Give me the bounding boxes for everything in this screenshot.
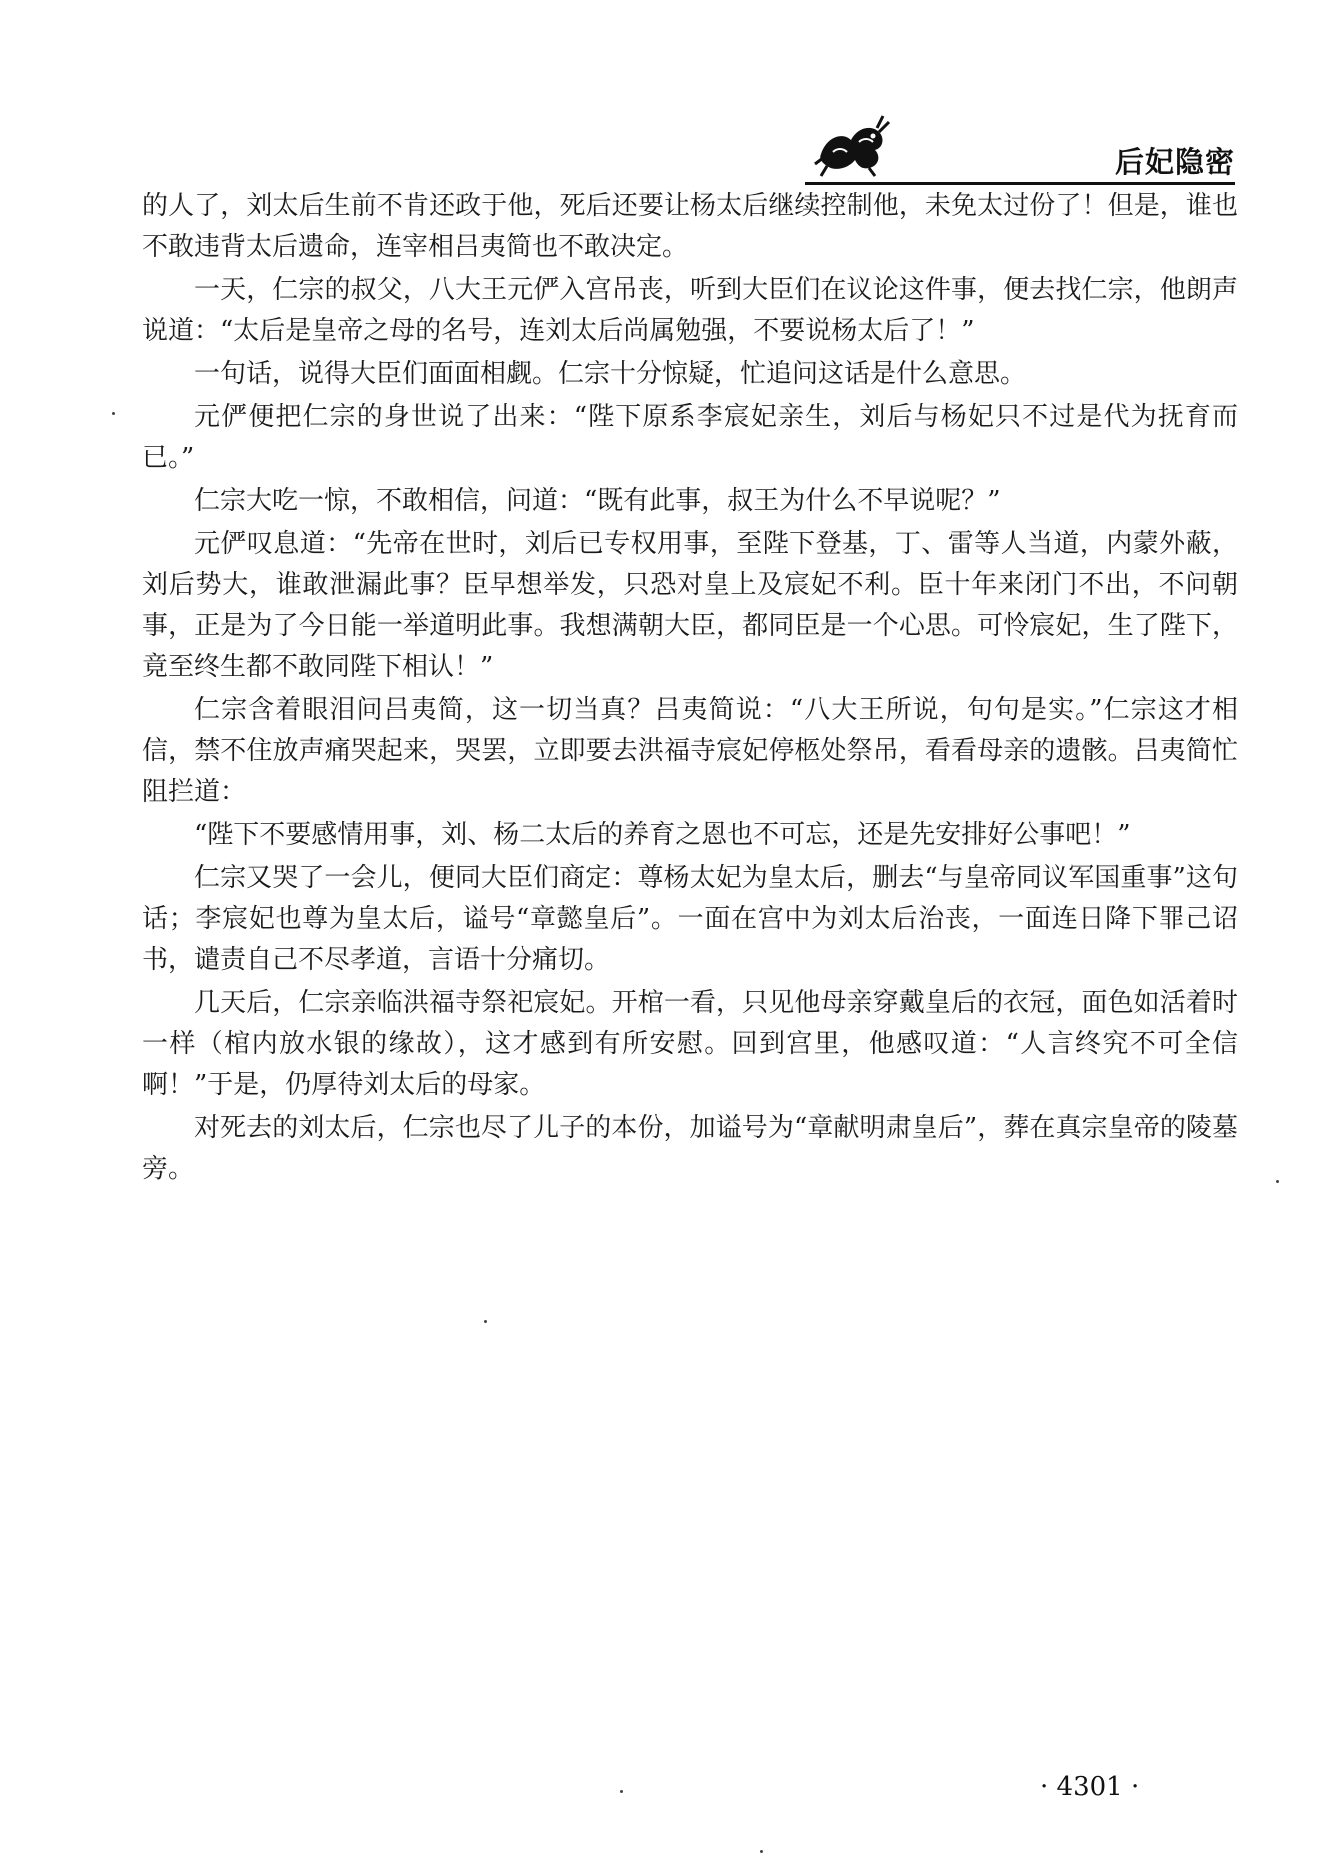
paragraph: 仁宗含着眼泪问吕夷简，这一切当真？吕夷简说：“八大王所说，句句是实。”仁宗这才相信，禁不住放声痛哭起来，哭罢，立即要去洪福寺宸妃停柩处祭吊，看看母亲的遗骸。吕夷简忙阻拦道： bbox=[142, 695, 1238, 807]
body-text bbox=[142, 186, 1238, 1192]
paragraph: 一句话，说得大臣们面面相觑。仁宗十分惊疑，忙追问这话是什么意思。 bbox=[194, 359, 1027, 389]
paragraph: 元俨便把仁宗的身世说了出来：“陛下原系李宸妃亲生，刘后与杨妃只不过是代为抚育而已。” bbox=[142, 402, 1238, 473]
paragraph: 对死去的刘太后，仁宗也尽了儿子的本份，加谥号为“章献明肃皇后”，葬在真宗皇帝的陵墓旁。 bbox=[142, 1113, 1238, 1184]
running-header bbox=[805, 108, 1235, 188]
paragraph: 仁宗又哭了一会儿，便同大臣们商定：尊杨太妃为皇太后，删去“与皇帝同议军国重事”这句话；李宸妃也尊为皇太后，谥号“章懿皇后”。一面在宫中为刘太后治丧，一面连日降下罪己诏书，谴责自己不尽孝道，言语十分痛切。 bbox=[142, 863, 1238, 975]
paragraph: 的人了，刘太后生前不肯还政于他，死后还要让杨太后继续控制他，未免太过份了！但是，谁也不敢违背太后遗命，连宰相吕夷简也不敢决定。 bbox=[142, 191, 1238, 262]
paragraph: 元俨叹息道：“先帝在世时，刘后已专权用事，至陛下登基，丁、雷等人当道，内蒙外蔽，刘后势大，谁敢泄漏此事？臣早想举发，只恐对皇上及宸妃不利。臣十年来闭门不出，不问朝事，正是为了今日能一举道明此事。我想满朝大臣，都同臣是一个心思。可怜宸妃，生了陛下，竟至终生都不敢同陛下相认！” bbox=[142, 529, 1238, 682]
scan-speck bbox=[112, 412, 115, 415]
dragon-icon bbox=[813, 114, 891, 178]
header-rule bbox=[805, 182, 1235, 185]
paragraph: 一天，仁宗的叔父，八大王元俨入宫吊丧，听到大臣们在议论这件事，便去找仁宗，他朗声说道：“太后是皇帝之母的名号，连刘太后尚属勉强，不要说杨太后了！” bbox=[142, 275, 1238, 346]
paragraph: “陛下不要感情用事，刘、杨二太后的养育之恩也不可忘，还是先安排好公事吧！” bbox=[194, 820, 1131, 850]
scan-speck bbox=[1276, 1180, 1279, 1183]
paragraph: 仁宗大吃一惊，不敢相信，问道：“既有此事，叔王为什么不早说呢？” bbox=[194, 486, 1001, 516]
scan-speck bbox=[620, 1790, 623, 1793]
scan-speck bbox=[484, 1320, 487, 1323]
scan-speck bbox=[760, 1850, 763, 1853]
paragraph: 几天后，仁宗亲临洪福寺祭祀宸妃。开棺一看，只见他母亲穿戴皇后的衣冠，面色如活着时一样（棺内放水银的缘故），这才感到有所安慰。回到宫里，他感叹道：“人言终究不可全信啊！”于是，仍厚待刘太后的母家。 bbox=[142, 988, 1238, 1100]
page-number: · 4301 · bbox=[1040, 1772, 1140, 1802]
header-title: 后妃隐密 bbox=[1114, 145, 1235, 179]
